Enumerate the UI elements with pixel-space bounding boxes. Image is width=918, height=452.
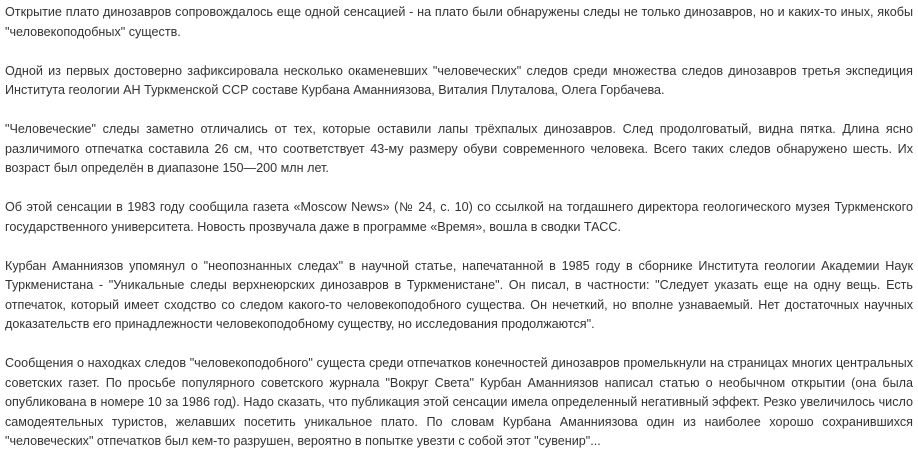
paragraph-footprint-description: "Человеческие" следы заметно отличались от тех, которые оставили лапы трёхпалых динозавров. След продолговатый, видна пятка. Длина ясно различимого отпечатка составила 26 см, что соответствует 43-му размеру обуви современного человека. Всего таких следов обнаружено шесть. Их возраст был определён в диапазоне 150—200 млн лет. <box>5 122 913 175</box>
article-body <box>5 3 913 452</box>
paragraph-first-expedition: Одной из первых достоверно зафиксировала несколько окаменевших "человеческих" следов среди множества следов динозавров третья экспедиция Института геологии АН Туркменской ССР составе Курбана Аманниязова, Виталия Плуталова, Олега Горбачева. <box>5 63 913 97</box>
paragraph-newspaper-reports: Сообщения о находках следов "человекоподобного" сущеста среди отпечатков конечностей динозавров промелькнули на страницах многих центральных советских газет. По просьбе популярного советского журнала "Вокруг Света" Курбан Аманниязов написал статью о необычном открытии (она была опубликована в номере 10 за 1986 год). Надо сказать, что публикация этой сенсации имела определенный негативный эффект. Резко увеличилось число самодеятельных туристов, желавших посетить уникальное плато. По словам Курбана Аманниязова один из наиболее хорошо сохранившихся "человеческих" отпечатков был кем-то разрушен, вероятно в попытке увезти с собой этот "сувенир"... <box>5 356 913 448</box>
paragraph-plateau-sensation: Открытие плато динозавров сопровождалось еще одной сенсацией - на плато были обнаружены следы не только динозавров, но и каких-то иных, якобы "человекоподобных" существ. <box>5 5 913 39</box>
paragraph-moscow-news: Об этой сенсации в 1983 году сообщила газета «Moscow News» (№ 24, с. 10) со ссылкой на тогдашнего директора геологического музея Туркменского государственного университета. Новость прозвучала даже в программе «Время», вошла в сводки ТАСС. <box>5 200 913 234</box>
paragraph-scientific-article: Курбан Аманниязов упомянул о "неопознанных следах" в научной статье, напечатанной в 1985 году в сборнике Института геологии Академии Наук Туркменистана - "Уникальные следы верхнеюрских динозавров в Туркменистане". Он писал, в частности: "Следует указать еще на одну вещь. Есть отпечаток, который имеет сходство со следом какого-то человекоподобного существа. Он нечеткий, но вполне узнаваемый. Нет достаточных научных доказательств его принадлежности человекоподобному существу, но исследования продолжаются". <box>5 258 913 331</box>
